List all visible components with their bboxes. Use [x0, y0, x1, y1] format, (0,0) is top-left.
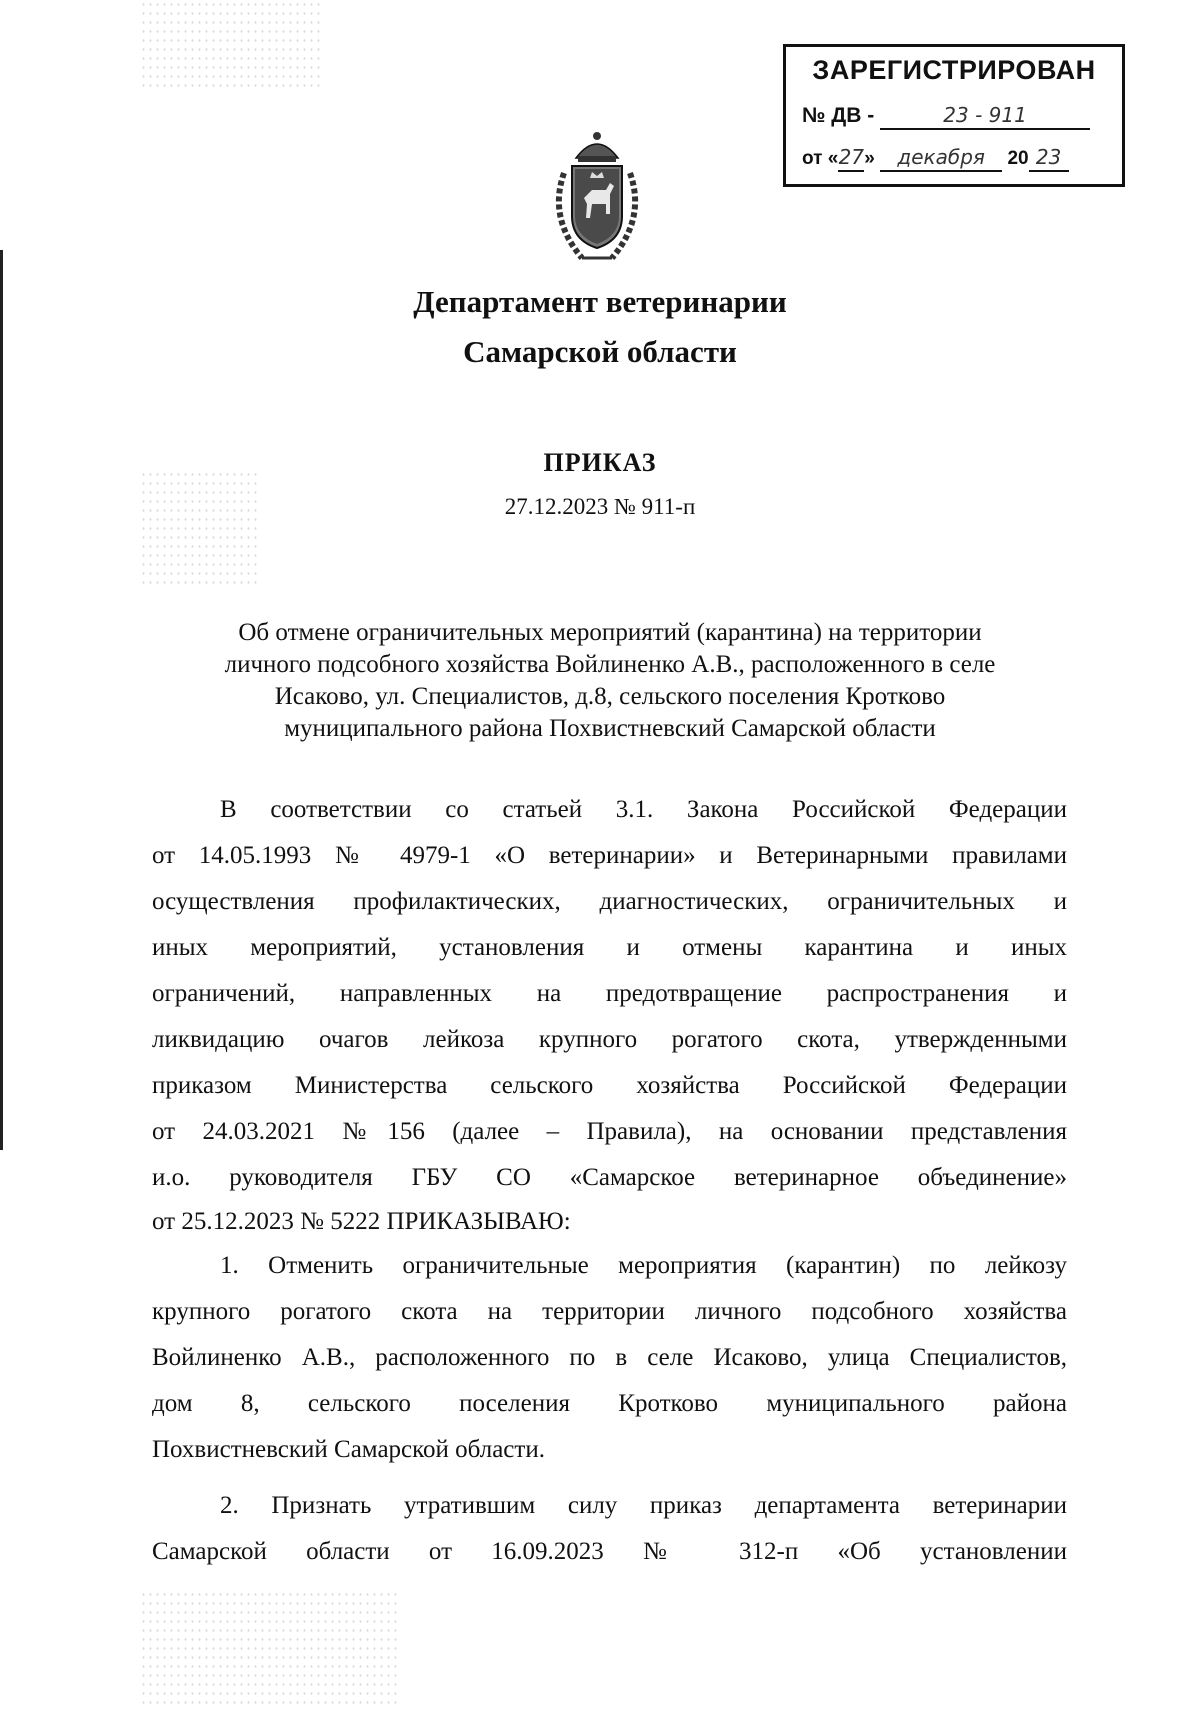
coat-of-arms-icon — [542, 128, 652, 273]
stamp-date-line — [802, 145, 1069, 172]
body-line: 2. Признать утратившим силу приказ департамента ветеринарии — [220, 1492, 1067, 1519]
body-line: иных мероприятий, установления и отмены карантина и иных — [152, 934, 1067, 961]
body-line: от 14.05.1993 № 4979-1 «О ветеринарии» и Ветеринарными правилами — [152, 842, 1067, 869]
stamp-month: декабря — [897, 145, 985, 169]
stamp-number-field — [880, 103, 1090, 130]
stamp-month-field — [880, 145, 1002, 172]
stamp-day-field — [838, 145, 864, 172]
stamp-date-prefix: от « — [802, 148, 839, 169]
subject-line: Об отмене ограничительных мероприятий (карантина) на территории — [238, 619, 982, 646]
body-line: ликвидацию очагов лейкоза крупного рогатого скота, утвержденными — [152, 1026, 1067, 1053]
stamp-year-prefix: 20 — [1007, 148, 1029, 169]
subject-line: личного подсобного хозяйства Войлиненко А.В., расположенного в селе — [224, 651, 996, 678]
body-line: Войлиненко А.В., расположенного по в селе Исаково, улица Специалистов, — [152, 1344, 1067, 1371]
subject-line: муниципального района Похвистневский Самарской области — [284, 715, 936, 742]
body-line: от 24.03.2021 №156 (далее – Правила), на основании представления — [152, 1118, 1067, 1145]
department-name-line2: Самарской области — [463, 334, 737, 369]
body-line: приказом Министерства сельского хозяйства Российской Федерации — [152, 1072, 1067, 1099]
registration-stamp — [783, 44, 1125, 187]
scan-noise — [140, 0, 320, 90]
document-body — [152, 787, 1067, 1575]
stamp-title: ЗАРЕГИСТРИРОВАН — [812, 55, 1096, 85]
body-line: ограничений, направленных на предотвращение распространения и — [152, 980, 1067, 1007]
stamp-date-mid: » — [864, 148, 875, 169]
stamp-number-line — [802, 103, 1090, 130]
body-line: Самарской области от 16.09.2023 № 312-п «Об установлении — [152, 1538, 1067, 1565]
body-line: осуществления профилактических, диагностических, ограничительных и — [152, 888, 1067, 915]
department-name-line1: Департамент ветеринарии — [413, 284, 787, 319]
stamp-number-prefix: № ДВ - — [802, 104, 875, 127]
stamp-year: 23 — [1035, 145, 1062, 169]
document-subject — [150, 617, 1070, 745]
body-line: от 25.12.2023 № 5222 ПРИКАЗЫВАЮ: — [152, 1208, 571, 1235]
stamp-day: 27 — [838, 145, 865, 169]
scan-noise — [140, 470, 260, 590]
body-line: крупного рогатого скота на территории личного подсобного хозяйства — [152, 1298, 1067, 1325]
body-line: и.о. руководителя ГБУ СО «Самарское ветеринарное объединение» — [152, 1164, 1067, 1191]
stamp-year-field — [1029, 145, 1069, 172]
body-line: 1. Отменить ограничительные мероприятия (карантин) по лейкозу — [220, 1252, 1067, 1279]
stamp-number-value: 23 - 911 — [943, 103, 1027, 127]
scan-edge — [0, 250, 3, 1150]
document-number: 27.12.2023 № 911-п — [504, 494, 696, 519]
body-line: В соответствии со статьей 3.1. Закона Российской Федерации — [220, 796, 1067, 823]
document-type: ПРИКАЗ — [543, 448, 657, 477]
scan-noise — [140, 1590, 400, 1710]
body-line: Похвистневский Самарской области. — [152, 1436, 545, 1463]
subject-line: Исаково, ул. Специалистов, д.8, сельского поселения Кротково — [274, 683, 946, 710]
body-line: дом 8, сельского поселения Кротково муниципального района — [152, 1390, 1067, 1417]
